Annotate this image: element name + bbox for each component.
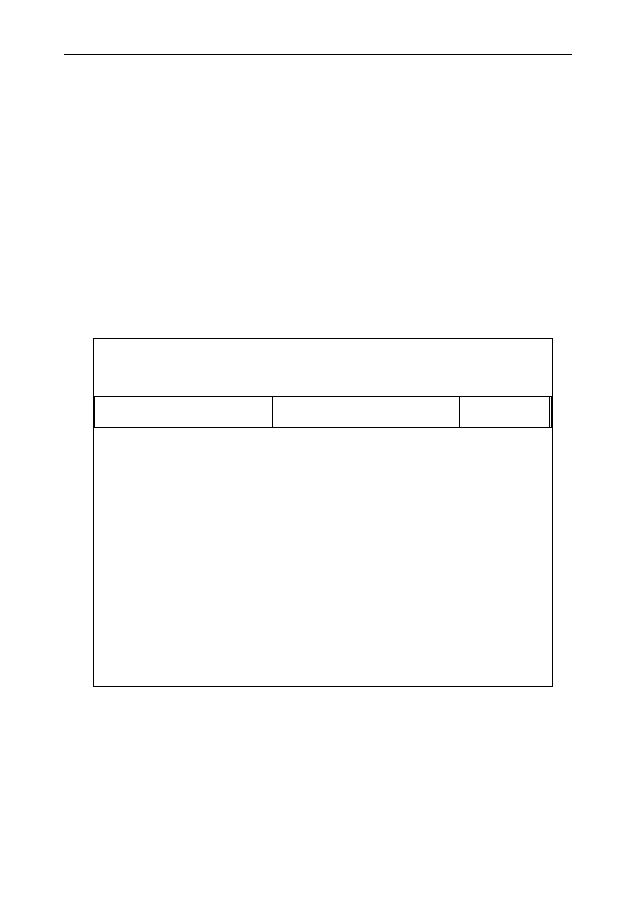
col-balance xyxy=(549,397,551,428)
col-details xyxy=(95,397,273,428)
col-date xyxy=(459,397,549,428)
col-credits-debits xyxy=(273,397,460,428)
bank-statement-table xyxy=(94,396,552,428)
page-header xyxy=(64,38,572,55)
bank-statement xyxy=(93,338,553,687)
